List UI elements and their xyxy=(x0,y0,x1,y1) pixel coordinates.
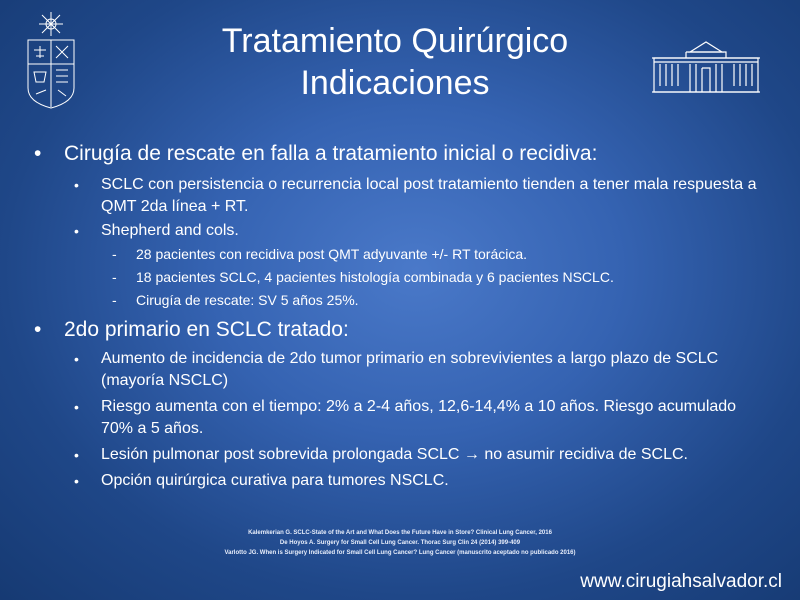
reference-line: Varlotto JG. When is Surgery Indicated for Small Cell Lung Cancer? Lung Cancer (manuscrito aceptado no publicado 2016) xyxy=(224,550,576,556)
sub-sub-bullet-text: 18 pacientes SCLC, 4 pacientes histología combinada y 6 pacientes NSCLC. xyxy=(136,269,614,285)
sub-bullet-text: Shepherd and cols. xyxy=(101,222,239,239)
hospital-building-logo xyxy=(650,38,762,96)
slide-title xyxy=(160,20,630,104)
bullet-marker: • xyxy=(34,318,42,341)
reference-line: De Hoyos A. Surgery for Small Cell Lung Cancer. Thorac Surg Clin 24 (2014) 399-409 xyxy=(279,540,521,546)
dash-marker: - xyxy=(112,246,117,262)
sub-bullet-marker: • xyxy=(74,177,79,193)
university-crest-logo xyxy=(22,10,80,110)
bullet-text: Cirugía de rescate en falla a tratamiento inicial o recidiva: xyxy=(64,142,598,165)
sub-bullet-text: Riesgo aumenta con el tiempo: 2% a 2-4 años, 12,6-14,4% a 10 años. Riesgo acumulado 70% a 5 años. xyxy=(101,398,737,437)
sub-bullet-marker: • xyxy=(74,447,79,463)
dash-marker: - xyxy=(112,269,117,285)
bullet-text: 2do primario en SCLC tratado: xyxy=(64,318,349,341)
dash-marker: - xyxy=(112,292,117,308)
sub-bullet-marker: • xyxy=(74,223,79,239)
sub-bullet-text: Lesión pulmonar post sobrevida prolongada SCLC → no asumir recidiva de SCLC. xyxy=(101,446,688,463)
reference-line: Kalemkerian G. SCLC-State of the Art and What Does the Future Have in Store? Clinical Lung Cancer, 2016 xyxy=(248,530,552,536)
references xyxy=(150,528,650,558)
title-line-1: Tratamiento Quirúrgico xyxy=(221,22,569,60)
sub-bullet-marker: • xyxy=(74,399,79,415)
website-link[interactable]: www.cirugiahsalvador.cl xyxy=(580,571,782,592)
bullet-marker: • xyxy=(34,142,42,165)
sub-bullet-marker: • xyxy=(74,473,79,489)
sub-bullet-marker: • xyxy=(74,351,79,367)
sub-sub-bullet-text: 28 pacientes con recidiva post QMT adyuvante +/- RT torácica. xyxy=(136,246,528,262)
sub-sub-bullet-text: Cirugía de rescate: SV 5 años 25%. xyxy=(136,292,359,308)
sub-bullet-text: SCLC con persistencia o recurrencia local post tratamiento tienden a tener mala respuesta a QMT 2da línea + RT. xyxy=(101,176,757,215)
sub-bullet-text: Aumento de incidencia de 2do tumor primario en sobrevivientes a largo plazo de SCLC (mayoría NSCLC) xyxy=(101,350,719,389)
title-line-2: Indicaciones xyxy=(300,64,490,102)
sub-bullet-text: Opción quirúrgica curativa para tumores NSCLC. xyxy=(101,472,449,489)
